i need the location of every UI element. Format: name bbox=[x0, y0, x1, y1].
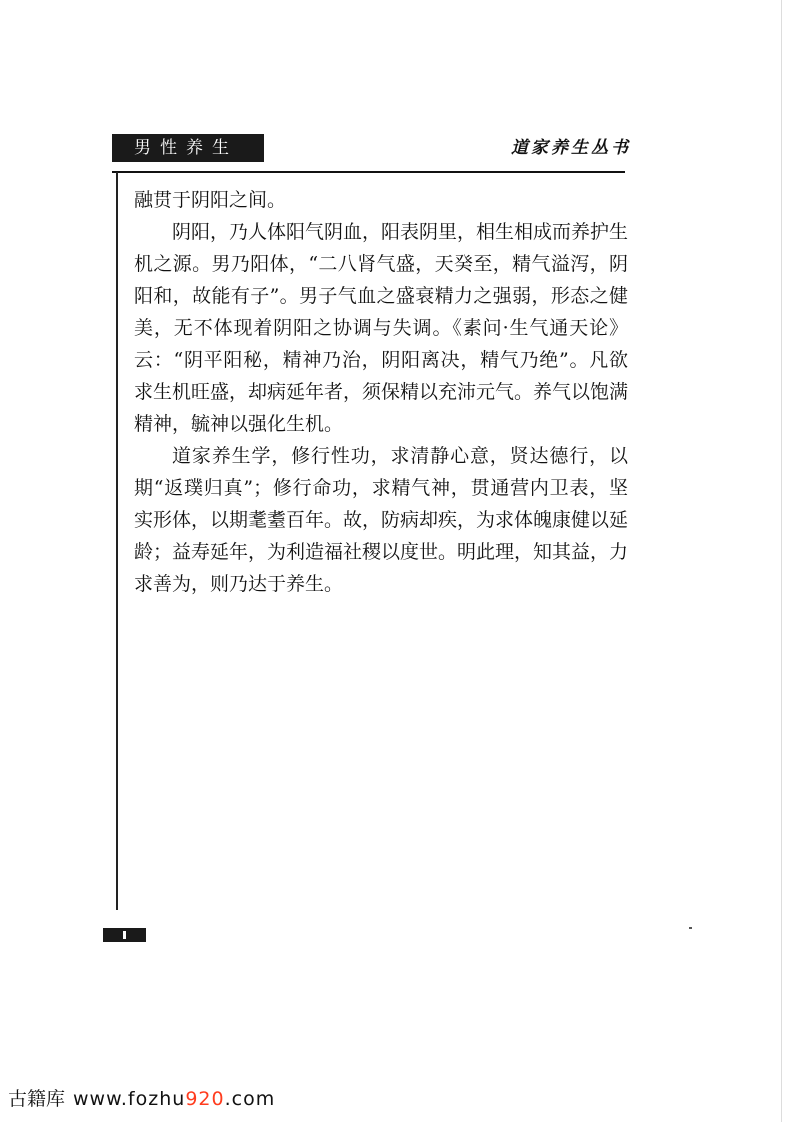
paragraph-yinyang: 阴阳，乃人体阳气阴血，阳表阴里，相生相成而养护生机之源。男乃阳体，“二八肾气盛，天癸至，精气溢泻，阴阳和，故能有子”。男子气血之盛衰精力之强弱，形态之健美，无不体现着阴阳之协调与失调。《素问·生气通天论》云：“阴平阳秘，精神乃治，阴阳离决，精气乃绝”。凡欲求生机旺盛，却病延年者，须保精以充沛元气。养气以饱满精神，毓神以强化生机。 bbox=[134, 221, 629, 435]
watermark-site-prefix: www.fozhu bbox=[73, 1088, 186, 1110]
scan-edge bbox=[781, 0, 782, 1122]
paragraph-daoist-cultivation: 道家养生学，修行性功，求清静心意，贤达德行，以期“返璞归真”；修行命功，求精气神，贯通营内卫表，坚实形体，以期耄耋百年。故，防病却疾，为求体魄康健以延龄；益寿延年，为利造福社稷以度世。明此理，知其益，力求善为，则乃达于养生。 bbox=[134, 445, 629, 595]
book-title-tab bbox=[112, 134, 264, 162]
watermark bbox=[8, 1086, 275, 1112]
watermark-site bbox=[73, 1088, 275, 1110]
watermark-site-suffix: .com bbox=[224, 1088, 276, 1110]
book-title: 男性养生 bbox=[134, 138, 238, 158]
paragraph-continuation: 融贯于阴阳之间。 bbox=[134, 189, 287, 211]
body-text bbox=[134, 184, 628, 600]
watermark-site-number: 920 bbox=[185, 1088, 225, 1110]
left-margin-rule bbox=[116, 172, 118, 910]
watermark-name: 古籍库 bbox=[8, 1088, 66, 1110]
page-number-tab bbox=[103, 928, 146, 942]
header-rule bbox=[112, 171, 625, 173]
page-number-mark bbox=[123, 931, 126, 939]
series-title: 道家养生丛书 bbox=[511, 138, 631, 158]
scan-speck bbox=[689, 927, 692, 929]
